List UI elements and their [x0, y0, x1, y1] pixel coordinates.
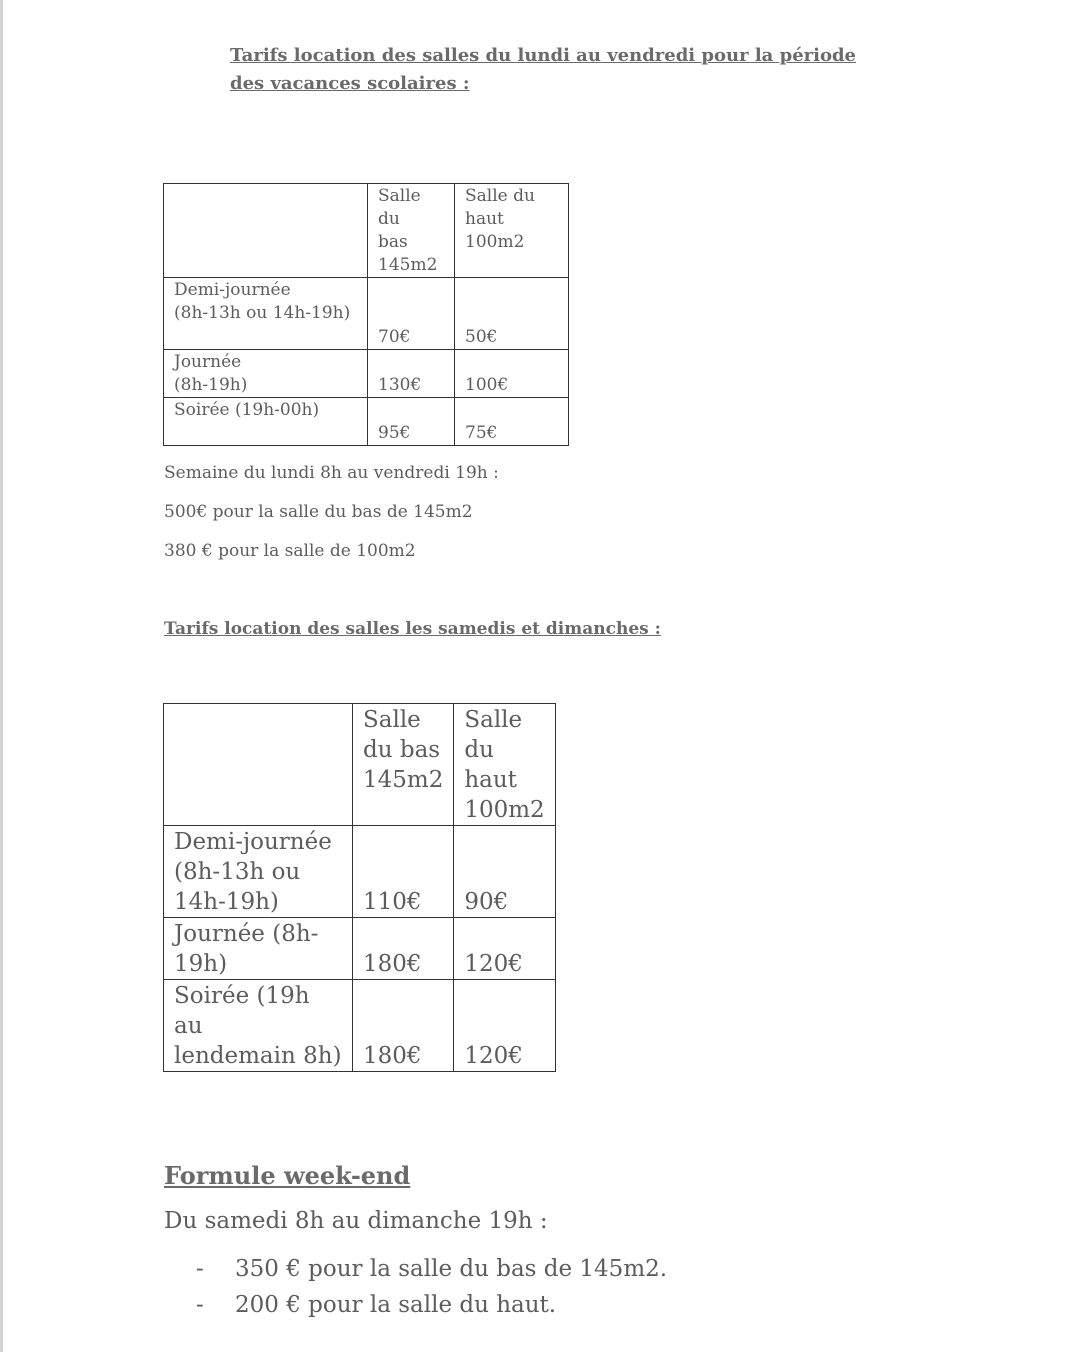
header-line: 100m2: [465, 232, 525, 252]
price-cell-haut: [455, 350, 569, 398]
price-cell-bas: [353, 980, 454, 1072]
row-label-line: (8h-13h ou: [174, 859, 301, 885]
header-salle-bas: [368, 184, 455, 278]
row-label: [164, 980, 353, 1072]
header-line: bas: [378, 232, 408, 252]
header-line: Salle: [464, 707, 523, 733]
weekday-tarifs-heading: Tarifs location des salles du lundi au vendredi pour la période des vacances scolaires :: [230, 45, 857, 94]
list-item: 200 € pour la salle du haut.: [235, 1292, 557, 1318]
price-value: 180€: [363, 951, 422, 977]
price-cell-haut: [454, 980, 555, 1072]
header-salle-haut: [454, 704, 555, 826]
table-row: [164, 918, 556, 980]
header-empty-cell: [164, 704, 353, 826]
price-cell-bas: [368, 350, 455, 398]
row-label: [164, 350, 368, 398]
row-label-line: Soirée (19h au: [174, 983, 310, 1039]
row-label-line: Soirée (19h-00h): [174, 400, 320, 420]
table-row: [164, 350, 569, 398]
row-label-line: 14h-19h): [174, 889, 279, 915]
weekend-tarifs-heading: Tarifs location des salles les samedis et dimanches :: [164, 619, 661, 639]
row-label-line: lendemain 8h): [174, 1043, 342, 1069]
price-value: 130€: [378, 375, 422, 395]
bullet-marker: -: [196, 1256, 204, 1282]
list-item: 350 € pour la salle du bas de 145m2.: [235, 1256, 668, 1282]
table-row: [164, 826, 556, 918]
row-label-line: Demi-journée: [174, 280, 291, 300]
row-label-line: 19h): [174, 951, 228, 977]
header-line: du bas: [363, 737, 441, 763]
price-value: 110€: [363, 889, 422, 915]
row-label-line: (8h-19h): [174, 375, 248, 395]
weekend-tarifs-table: [163, 703, 556, 1072]
header-line: 100m2: [464, 797, 545, 823]
header-salle-bas: [353, 704, 454, 826]
bullet-marker: -: [196, 1292, 204, 1318]
week-rate-title: Semaine du lundi 8h au vendredi 19h :: [164, 463, 499, 483]
table-row: [164, 278, 569, 350]
week-rate-line: 380 € pour la salle de 100m2: [164, 541, 416, 561]
price-value: 50€: [465, 327, 498, 347]
row-label: [164, 278, 368, 350]
formule-weekend-heading: Formule week-end: [164, 1161, 411, 1190]
price-cell-bas: [368, 278, 455, 350]
header-line: Salle du: [465, 186, 535, 206]
table-header-row: [164, 704, 556, 826]
table-row: [164, 980, 556, 1072]
header-line: 145m2: [378, 255, 438, 275]
header-line: Salle du: [378, 186, 421, 229]
row-label: [164, 918, 353, 980]
row-label-line: (8h-13h ou 14h-19h): [174, 303, 351, 323]
header-line: haut: [465, 209, 504, 229]
row-label: [164, 826, 353, 918]
table-header-row: [164, 184, 569, 278]
price-cell-haut: [455, 398, 569, 446]
header-salle-haut: [455, 184, 569, 278]
row-label-line: Journée: [174, 352, 242, 372]
row-label: [164, 398, 368, 446]
week-rate-line: 500€ pour la salle du bas de 145m2: [164, 502, 473, 522]
price-value: 120€: [464, 951, 523, 977]
row-label-line: Journée (8h-: [174, 921, 319, 947]
price-value: 75€: [465, 423, 498, 443]
price-cell-haut: [454, 826, 555, 918]
price-value: 70€: [378, 327, 411, 347]
price-cell-bas: [368, 398, 455, 446]
price-value: 120€: [464, 1043, 523, 1069]
header-empty-cell: [164, 184, 368, 278]
header-line: 145m2: [363, 767, 444, 793]
header-line: haut: [464, 767, 517, 793]
price-cell-bas: [353, 918, 454, 980]
price-value: 90€: [464, 889, 509, 915]
page-left-border: [0, 0, 3, 1352]
price-value: 180€: [363, 1043, 422, 1069]
header-line: Salle: [363, 707, 421, 733]
price-cell-haut: [454, 918, 555, 980]
weekday-tarifs-table: [163, 183, 569, 446]
price-value: 95€: [378, 423, 411, 443]
price-cell-haut: [455, 278, 569, 350]
row-label-line: Demi-journée: [174, 829, 332, 855]
header-line: du: [464, 737, 494, 763]
price-value: 100€: [465, 375, 509, 395]
table-row: [164, 398, 569, 446]
formule-subtitle: Du samedi 8h au dimanche 19h :: [164, 1208, 548, 1234]
price-cell-bas: [353, 826, 454, 918]
